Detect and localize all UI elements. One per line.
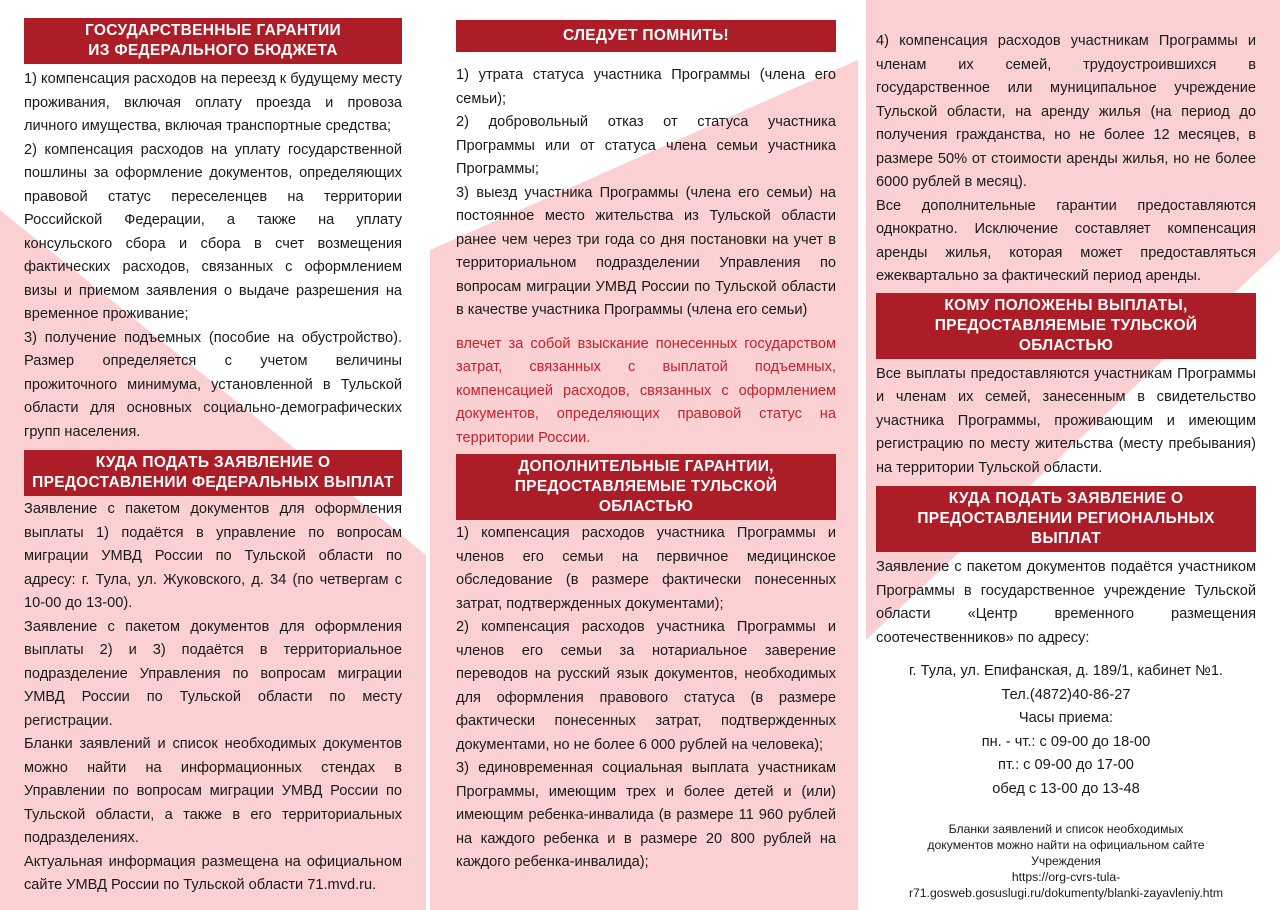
paragraph: 2) добровольный отказ от статуса участника Программы или от статуса члена семьи участника Программы; <box>456 114 836 177</box>
paragraph: 1) утрата статуса участника Программы (члена его семьи); <box>456 67 836 107</box>
phone: Тел.(4872)40-86-27 <box>1001 686 1131 703</box>
hours-fri: пт.: с 09-00 до 17-00 <box>998 757 1134 773</box>
right-panel <box>862 0 1280 910</box>
contact-block <box>876 660 1256 801</box>
eligibility-header: КОМУ ПОЛОЖЕНЫ ВЫПЛАТЫ, ПРЕДОСТАВЛЯЕМЫЕ ТУЛЬСКОЙ ОБЛАСТЬЮ <box>876 293 1256 359</box>
hours-title: Часы приема: <box>1018 710 1114 726</box>
paragraph: Заявление с пакетом документов подаётся участником Программы в государственное учреждение Тульской области «Центр временного размещения соотечественников» по адресу: <box>876 559 1256 646</box>
left-panel <box>0 0 426 910</box>
footer-url: r71.gosweb.gosuslugi.ru/dokumenty/blanki-zayavleniy.htm <box>908 886 1224 900</box>
middle-panel <box>430 0 858 910</box>
remember-text <box>456 64 836 450</box>
paragraph: 1) компенсация расходов участника Программы и членов его семьи на первичное медицинское обследование (в размере фактически понесенных затрат, подтвержденных документами); <box>456 525 836 612</box>
paragraph: 4) компенсация расходов участникам Программы и членам их семей, трудоустроившихся в государственное или муниципальное учреждение Тульской области, на аренду жилья (на период до получения гражданства, но не более 12 месяцев, в размере 50% от стоимости аренды жилья, но не более 6000 рублей в месяц). <box>876 33 1256 190</box>
paragraph: Бланки заявлений и список необходимых документов можно найти на информационных стендах в Управлении по вопросам миграции УМВД России по Тульской области, а также в его территориальных подразделениях. <box>24 736 402 846</box>
address: г. Тула, ул. Епифанская, д. 189/1, кабинет №1. <box>908 663 1223 679</box>
footer-url: https://org-cvrs-tula- <box>1011 870 1121 884</box>
paragraph: Все дополнительные гарантии предоставляются однократно. Исключение составляет компенсация аренды жилья, которая может предоставляться ежеквартально за фактический период аренды. <box>876 197 1256 284</box>
paragraph: Заявление с пакетом документов для оформления выплаты 2) и 3) подаётся в территориальное подразделение Управления по вопросам миграции УМВД России по Тульской области по месту регистрации. <box>24 618 402 729</box>
paragraph: 1) компенсация расходов на переезд к будущему месту проживания, включая оплату проезда и провоза личного имущества, включая транспортные средства; <box>24 71 403 134</box>
paragraph: Актуальная информация размещена на официальном сайте УМВД России по Тульской области 71.mvd.ru. <box>24 853 402 893</box>
hours-lunch: обед с 13-00 до 13-48 <box>992 780 1140 797</box>
federal-guarantees-header: ГОСУДАРСТВЕННЫЕ ГАРАНТИИ ИЗ ФЕДЕРАЛЬНОГО БЮДЖЕТА <box>24 18 402 64</box>
footer-line: документов можно найти на официальном сайте <box>927 838 1205 852</box>
federal-apply-text <box>24 498 402 898</box>
regional-apply-text <box>876 556 1256 650</box>
eligibility-text <box>876 363 1256 481</box>
footer-line: Бланки заявлений и список необходимых <box>948 822 1184 836</box>
additional-guarantees-text <box>456 522 836 875</box>
footer-line: Учреждения <box>1031 854 1101 868</box>
warning-text: влечет за собой взыскание понесенных государством затрат, связанных с выплатой подъемных, компенсацией расходов, связанных с оформлением документов, определяющих правовой статус на территории России. <box>456 335 836 446</box>
federal-apply-header: КУДА ПОДАТЬ ЗАЯВЛЕНИЕ О ПРЕДОСТАВЛЕНИИ ФЕДЕРАЛЬНЫХ ВЫПЛАТ <box>24 450 402 496</box>
paragraph: 2) компенсация расходов на уплату государственной пошлины за оформление документов, определяющих правовой статус переселенцев на территории Российской Федерации, а также на уплату консульского сбора и сбора в счет возмещения фактических расходов, связанных с оформлением визы и приемом заявления о выдаче разрешения на временное проживание; <box>24 141 402 322</box>
paragraph: 3) выезд участника Программы (члена его семьи) на постоянное место жительства из Тульской области ранее чем через три года со дня постановки на учет в территориальном подразделении Управления по вопросам миграции УМВД России по Тульской области в качестве участника Программы (члена его семьи) <box>456 184 836 318</box>
paragraph: 3) единовременная социальная выплата участникам Программы, имеющим трех и более детей и (или) имеющим ребенка-инвалида (в размере 11 960 рублей на каждого ребенка и в размере 20 800 рублей на каждого ребенка-инвалида); <box>456 760 836 870</box>
paragraph: Заявление с пакетом документов для оформления выплаты 1) подаётся в управление по вопросам миграции УМВД России по Тульской области по адресу: г. Тула, ул. Жуковского, д. 34 (по четвергам с 10-00 до 13-00). <box>24 501 402 611</box>
footer-note <box>876 821 1256 901</box>
paragraph: Все выплаты предоставляются участникам Программы и членам их семей, занесенным в свидетельство участника Программы, проживающим и имеющим регистрацию по месту жительства (месту пребывания) на территории Тульской области. <box>876 365 1256 476</box>
hours-mon-thu: пн. - чт.: с 09-00 до 18-00 <box>981 733 1151 750</box>
additional-guarantees-header: ДОПОЛНИТЕЛЬНЫЕ ГАРАНТИИ, ПРЕДОСТАВЛЯЕМЫЕ ТУЛЬСКОЙ ОБЛАСТЬЮ <box>456 454 836 520</box>
federal-guarantees-text <box>24 68 402 444</box>
additional-guarantees-continued <box>876 30 1256 289</box>
paragraph: 2) компенсация расходов участника Программы и членов его семьи за нотариальное заверение переводов на русский язык документов, необходимых для оформления правового статуса (в размере фактически понесенных затрат, подтвержденных документами, но не более 6 000 рублей на человека); <box>456 619 836 753</box>
regional-apply-header: КУДА ПОДАТЬ ЗАЯВЛЕНИЕ О ПРЕДОСТАВЛЕНИИ РЕГИОНАЛЬНЫХ ВЫПЛАТ <box>876 486 1256 552</box>
remember-header: СЛЕДУЕТ ПОМНИТЬ! <box>456 20 836 52</box>
paragraph: 3) получение подъемных (пособие на обустройство). Размер определяется с учетом величины прожиточного минимума, установленной в Тульской области для основных социально-демографических групп населения. <box>24 329 402 440</box>
